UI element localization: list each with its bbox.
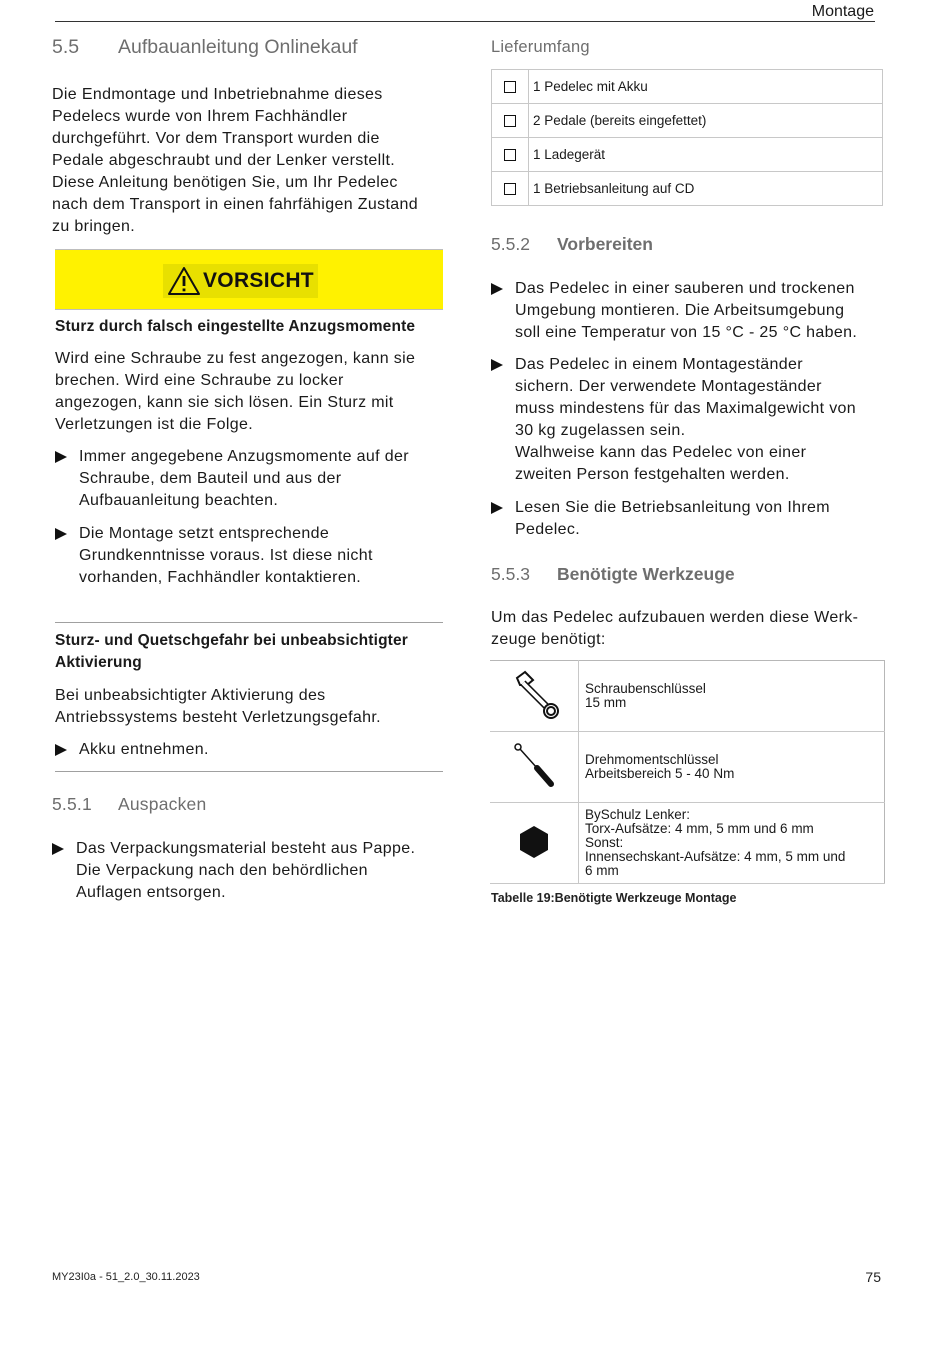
page-number: 75 <box>865 1269 881 1285</box>
subsection-heading: 5.5.3 Benötigte Werkzeuge <box>491 564 735 584</box>
warning-triangle-icon <box>167 266 201 296</box>
bullet-triangle-icon <box>491 283 503 295</box>
prepare-bullet: Lesen Sie die Betriebsanleitung von Ihrem Pedelec. <box>491 497 887 541</box>
delivery-heading: Lieferumfang <box>491 38 590 56</box>
measure-item: Immer angegebene Anzugsmomente auf der Schraube, dem Bauteil und aus der Aufbauanleitung beachten. <box>55 446 445 512</box>
checkbox[interactable] <box>504 183 516 195</box>
subsection-heading: 5.5.2 Vorbereiten <box>491 234 653 254</box>
section-heading-title: Aufbauanleitung Onlinekauf <box>118 36 358 58</box>
measure-item: Akku entnehmen. <box>55 739 445 761</box>
torque-wrench-icon <box>507 739 561 793</box>
wrench-icon <box>507 668 561 722</box>
divider <box>55 622 443 623</box>
delivery-item: 1 Betriebsanleitung auf CD <box>529 172 883 206</box>
table-row <box>490 661 885 732</box>
bullet-triangle-icon <box>491 502 503 514</box>
table-row <box>490 732 885 803</box>
table-row <box>492 138 883 172</box>
tool-description: BySchulz Lenker: Torx-Aufsätze: 4 mm, 5 mm und 6 mm Sonst: Innensechskant-Aufsätze: 4 mm, 5 mm und 6 mm <box>579 803 885 884</box>
unpacking-bullet: Das Verpackungsmaterial besteht aus Pappe. Die Verpackung nach den behördlichen Auflagen entsorgen. <box>52 838 444 904</box>
section-number: 5.5 <box>52 36 80 58</box>
intro-paragraph: Die Endmontage und Inbetriebnahme dieses Pedelecs wurde von Ihrem Fachhändler durchgeführt. Vor dem Transport wurden die Pedale abgeschraubt und der Lenker verstellt. Diese Anleitung benötigen Sie, um Ihr Pedelec nach dem Transport in einen fahrfähigen Zustand zu bringen. <box>52 86 419 235</box>
tools-intro: Um das Pedelec aufzubauen werden diese Werk- zeuge benötigt: <box>491 609 859 648</box>
header-rule <box>55 21 875 22</box>
tool-description: Schraubenschlüssel 15 mm <box>579 661 885 732</box>
document-id: MY23I0a - 51_2.0_30.11.2023 <box>52 1271 200 1283</box>
checkbox[interactable] <box>504 81 516 93</box>
hexagon-icon <box>516 824 552 860</box>
bullet-triangle-icon <box>491 359 503 371</box>
tool-description: Drehmomentschlüssel Arbeitsbereich 5 - 40 Nm <box>579 732 885 803</box>
hazard-description: Wird eine Schraube zu fest angezogen, kann sie brechen. Wird eine Schraube zu locker angezogen, kann sie sich lösen. Ein Sturz mit Verletzungen ist die Folge. <box>55 350 416 433</box>
bullet-triangle-icon <box>55 744 67 756</box>
hazard-title: Sturz durch falsch eingestellte Anzugsmomente <box>55 318 416 335</box>
caution-banner <box>55 249 443 310</box>
delivery-table <box>491 69 883 206</box>
prepare-bullet: Das Pedelec in einer sauberen und trockenen Umgebung montieren. Die Arbeitsumgebung soll eine Temperatur von 15 °C - 25 °C haben. <box>491 278 887 344</box>
section-heading <box>52 36 358 59</box>
table-row <box>490 803 885 884</box>
bullet-triangle-icon <box>55 528 67 540</box>
table-caption: Tabelle 19:Benötigte Werkzeuge Montage <box>491 891 737 905</box>
bullet-triangle-icon <box>52 843 64 855</box>
checkbox[interactable] <box>504 149 516 161</box>
delivery-item: 2 Pedale (bereits eingefettet) <box>529 104 883 138</box>
subsection-heading: 5.5.1 Auspacken <box>52 794 207 814</box>
table-row <box>492 104 883 138</box>
prepare-bullet: Das Pedelec in einem Montageständer sichern. Der verwendete Montageständer muss mindestens für das Maximalgewicht von 30 kg zugelassen sein. Walhweise kann das Pedelec von einer zweiten Person festgehalten werden. <box>491 354 887 486</box>
section-title: Montage <box>811 3 874 20</box>
caution-label <box>163 264 318 298</box>
tools-table <box>490 660 885 884</box>
delivery-item: 1 Pedelec mit Akku <box>529 70 883 104</box>
hazard-title: Sturz- und Quetschgefahr bei unbeabsichtigter Aktivierung <box>55 632 408 671</box>
delivery-item: 1 Ladegerät <box>529 138 883 172</box>
checkbox[interactable] <box>504 115 516 127</box>
caution-signal-word: VORSICHT <box>203 269 314 292</box>
measure-item: Die Montage setzt entsprechende Grundkenntnisse voraus. Ist diese nicht vorhanden, Fachhändler kontaktieren. <box>55 523 445 589</box>
table-row <box>492 70 883 104</box>
divider <box>55 771 443 772</box>
hazard-description: Bei unbeabsichtigter Aktivierung des Antriebssystems besteht Verletzungsgefahr. <box>55 687 381 726</box>
table-row <box>492 172 883 206</box>
bullet-triangle-icon <box>55 451 67 463</box>
